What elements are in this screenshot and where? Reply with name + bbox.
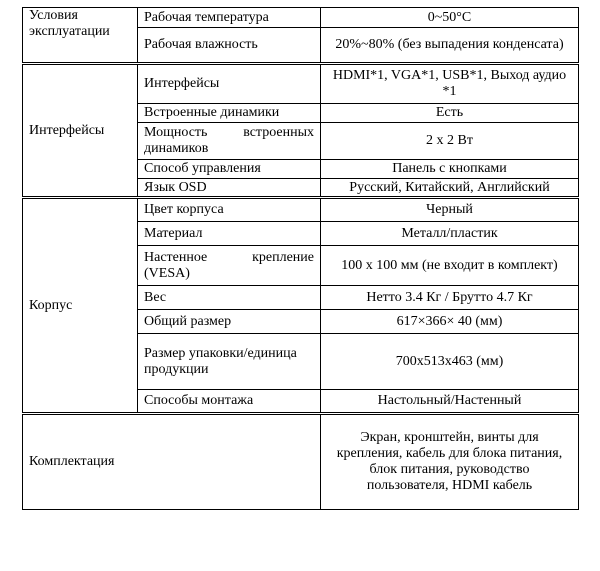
param-weight: Вес	[138, 286, 321, 310]
value-overall-size: 617×366× 40 (мм)	[321, 310, 579, 334]
category-interfaces: Интерфейсы	[23, 64, 138, 198]
value-housing-color: Черный	[321, 198, 579, 222]
param-mounting-methods: Способы монтажа	[138, 390, 321, 414]
table-row	[23, 198, 579, 222]
param-housing-color: Цвет корпуса	[138, 198, 321, 222]
table-row	[23, 414, 579, 510]
param-osd-language: Язык OSD	[138, 179, 321, 198]
param-interfaces: Интерфейсы	[138, 64, 321, 104]
table-row	[23, 64, 579, 104]
category-housing: Корпус	[23, 198, 138, 414]
value-osd-language: Русский, Китайский, Английский	[321, 179, 579, 198]
value-wall-mount-vesa: 100 x 100 мм (не входит в комплект)	[321, 246, 579, 286]
value-package-size: 700x513x463 (мм)	[321, 334, 579, 390]
value-operating-temperature: 0~50°C	[321, 8, 579, 28]
param-built-in-speakers: Встроенные динамики	[138, 104, 321, 123]
value-package-contents: Экран, кронштейн, винты для крепления, кабель для блока питания, блок питания, руководство пользователя, HDMI кабель	[321, 414, 579, 510]
value-control-method: Панель с кнопками	[321, 160, 579, 179]
param-material: Материал	[138, 222, 321, 246]
param-wall-mount-vesa: Настенное крепление (VESA)	[138, 246, 321, 286]
value-interfaces: HDMI*1, VGA*1, USB*1, Выход аудио *1	[321, 64, 579, 104]
value-built-in-speakers: Есть	[321, 104, 579, 123]
category-operating-conditions: Условия эксплуатации	[23, 8, 138, 64]
specifications-table	[22, 7, 579, 510]
param-speaker-power: Мощность встроенных динамиков	[138, 123, 321, 160]
value-mounting-methods: Настольный/Настенный	[321, 390, 579, 414]
param-control-method: Способ управления	[138, 160, 321, 179]
value-material: Металл/пластик	[321, 222, 579, 246]
value-weight: Нетто 3.4 Кг / Брутто 4.7 Кг	[321, 286, 579, 310]
param-operating-humidity: Рабочая влажность	[138, 28, 321, 64]
table-row	[23, 8, 579, 28]
param-overall-size: Общий размер	[138, 310, 321, 334]
value-speaker-power: 2 x 2 Вт	[321, 123, 579, 160]
category-package-contents: Комплектация	[23, 414, 321, 510]
param-package-size: Размер упаковки/единица продукции	[138, 334, 321, 390]
value-operating-humidity: 20%~80% (без выпадения конденсата)	[321, 28, 579, 64]
param-operating-temperature: Рабочая температура	[138, 8, 321, 28]
